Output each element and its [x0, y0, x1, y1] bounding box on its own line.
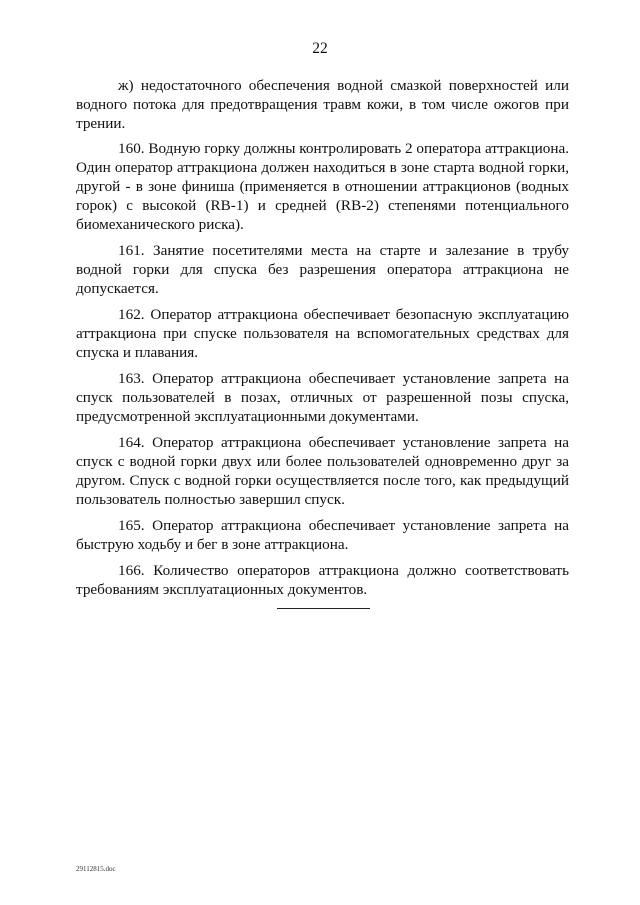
document-body	[76, 76, 569, 606]
paragraph-165: 165. Оператор аттракциона обеспечивает установление запрета на быструю ходьбу и бег в зоне аттракциона.	[76, 517, 569, 553]
page-number: 22	[312, 40, 328, 57]
paragraph-162: 162. Оператор аттракциона обеспечивает безопасную эксплуатацию аттракциона при спуске пользователя на вспомогательных средствах для спуска и плавания.	[76, 306, 569, 361]
paragraph-160: 160. Водную горку должны контролировать 2 оператора аттракциона. Один оператор аттракциона должен находиться в зоне старта водной горки, другой - в зоне финиша (применяется в отношении аттракционов (водных горок) с высокой (RB-1) и средней (RB-2) степенями потенциального биомеханического риска).	[76, 140, 569, 233]
paragraph-166: 166. Количество операторов аттракциона должно соответствовать требованиям эксплуатационных документов.	[76, 562, 569, 598]
paragraph-164: 164. Оператор аттракциона обеспечивает установление запрета на спуск с водной горки двух или более пользователей одновременно друг за другом. Спуск с водной горки осуществляется после того, как предыдущий пользователь полностью завершил спуск.	[76, 434, 569, 508]
paragraph-zh: ж) недостаточного обеспечения водной смазкой поверхностей или водного потока для предотвращения травм кожи, в том числе ожогов при трении.	[76, 77, 569, 132]
footer-filename: 29112815.doc	[76, 865, 116, 873]
end-of-document-rule	[277, 608, 370, 609]
paragraph-163: 163. Оператор аттракциона обеспечивает установление запрета на спуск пользователей в позах, отличных от разрешенной позы спуска, предусмотренной эксплуатационными документами.	[76, 370, 569, 425]
paragraph-161: 161. Занятие посетителями места на старте и залезание в трубу водной горки для спуска без разрешения оператора аттракциона не допускается.	[76, 242, 569, 297]
